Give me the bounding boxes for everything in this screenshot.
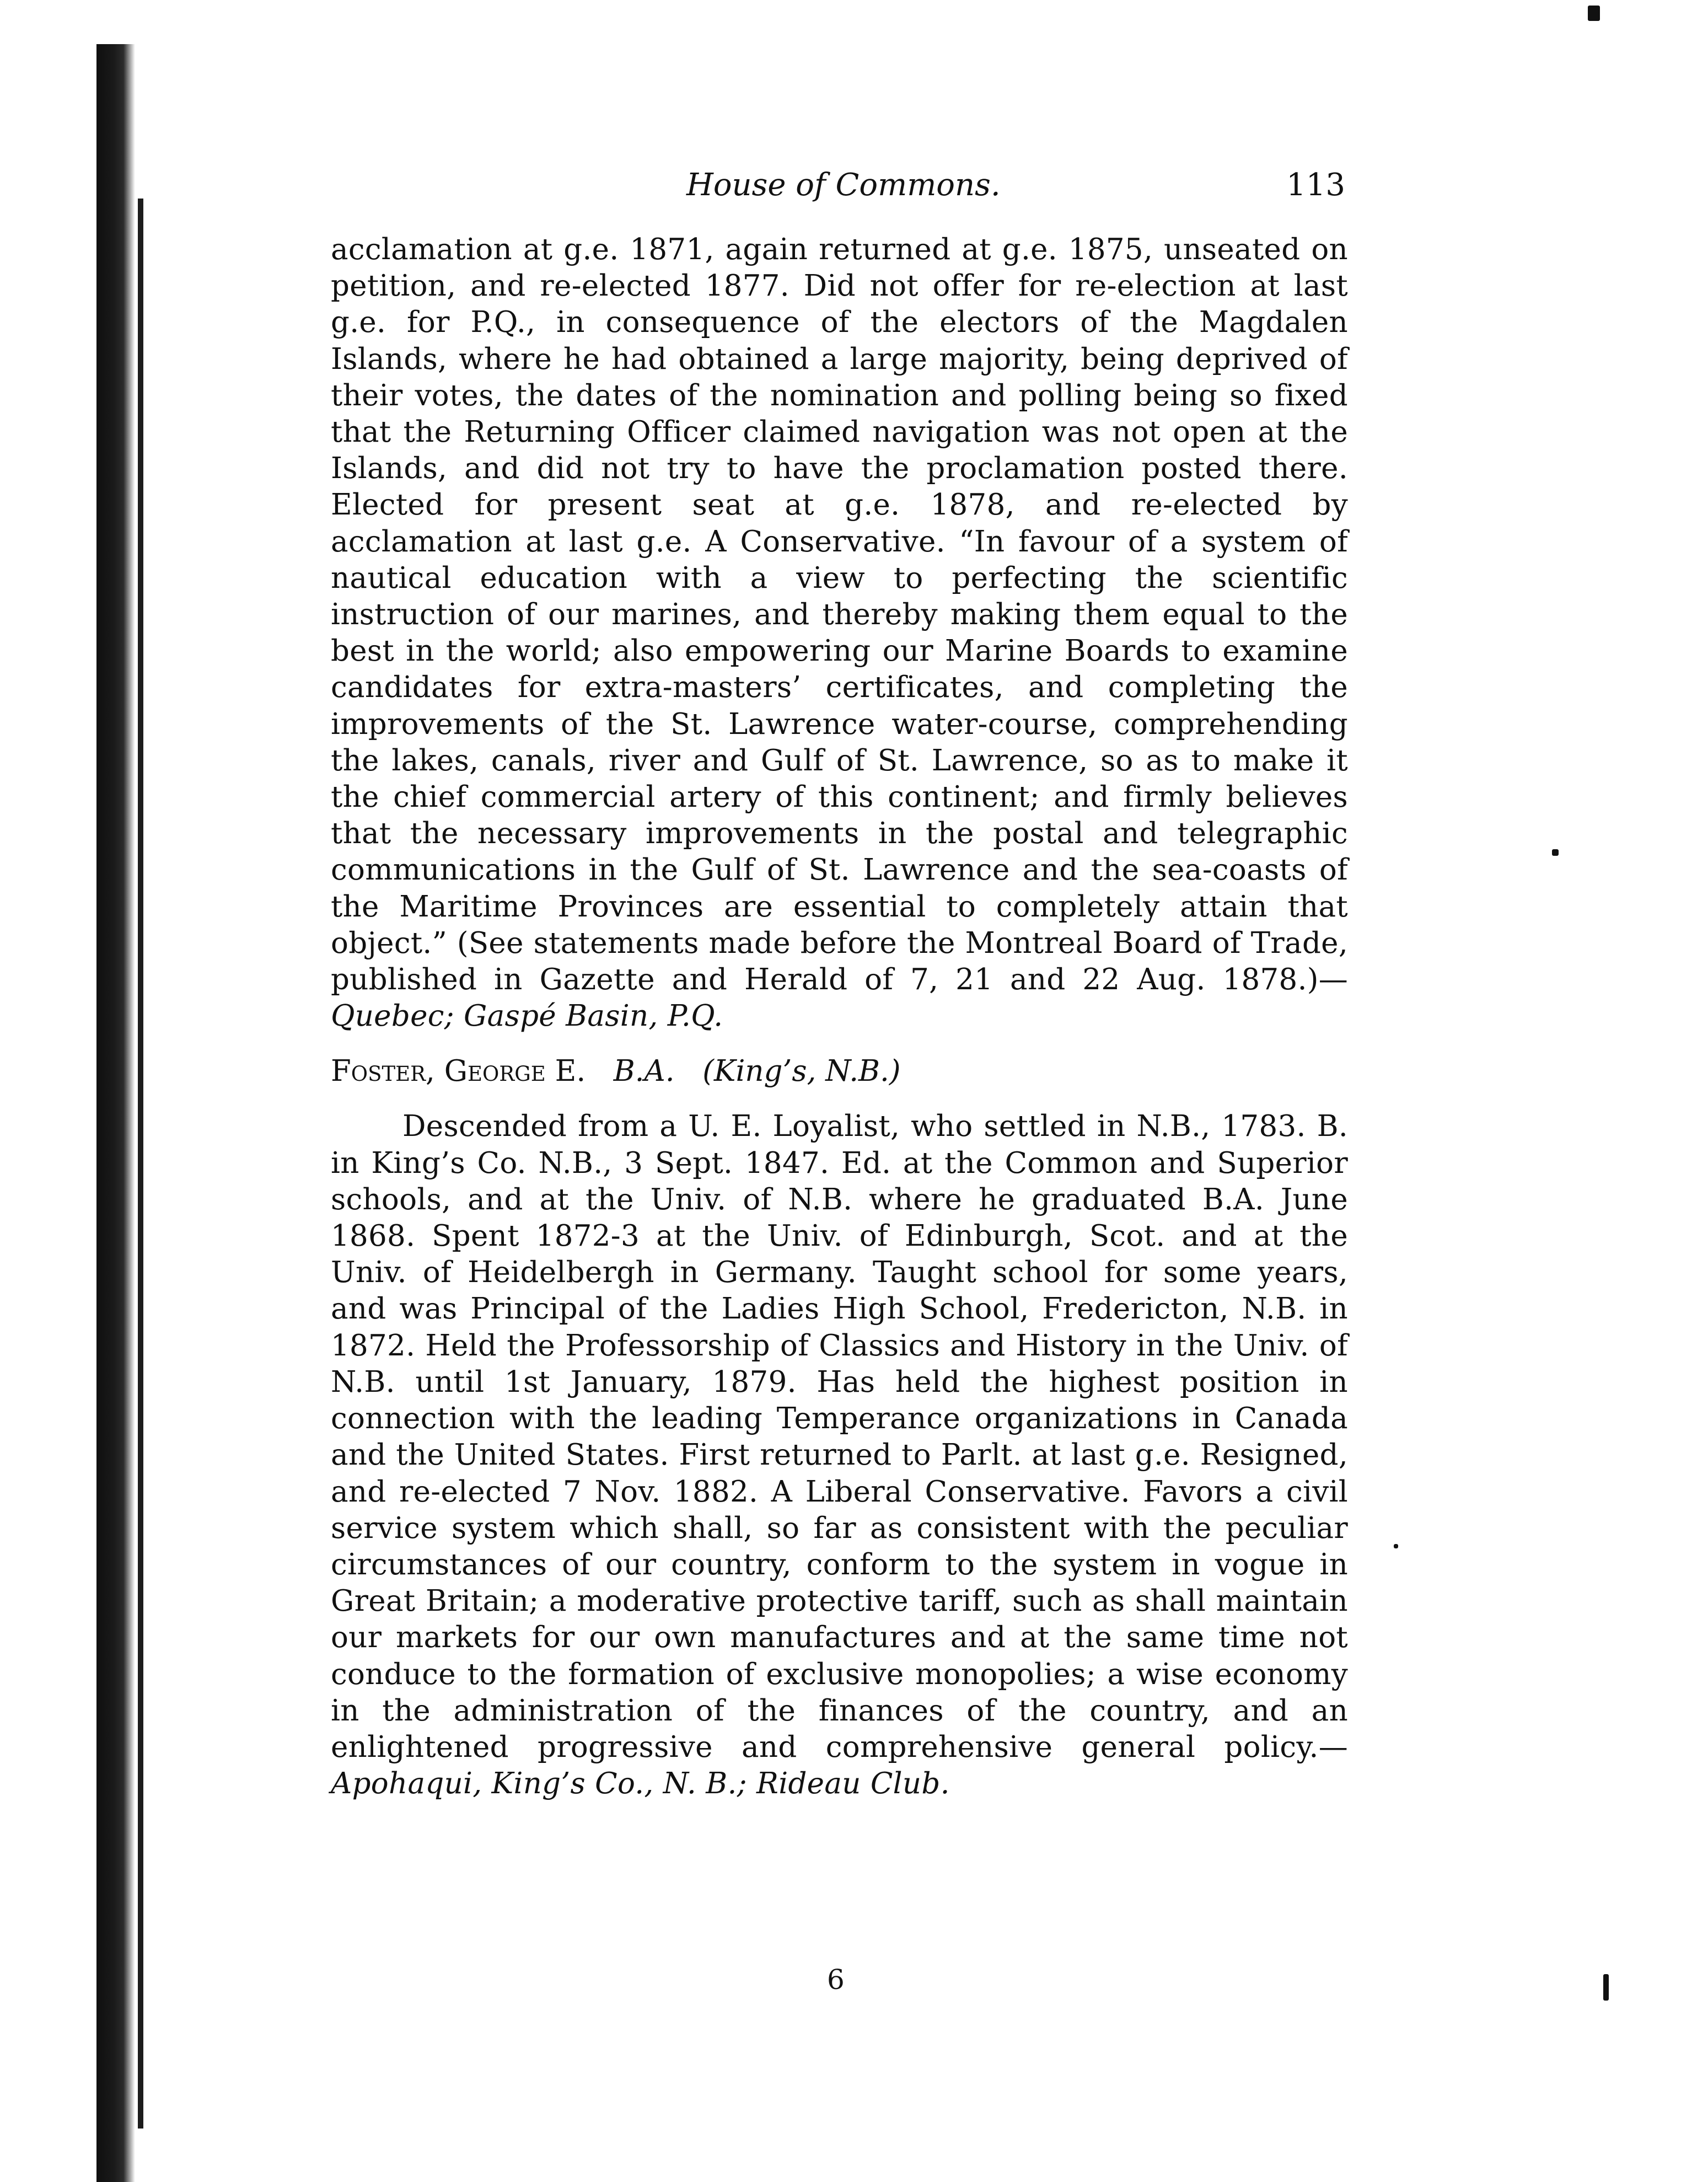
member-riding: (King’s, N.B.) (702, 1054, 901, 1089)
scan-speck (1394, 1544, 1398, 1548)
scan-speck (1588, 6, 1600, 21)
page-body (331, 232, 1348, 1802)
scan-speck (1603, 1974, 1609, 2001)
binding-shadow-edge (138, 199, 143, 2129)
entry-foster-location: Apohaqui, King’s Co., N. B.; Rideau Club. (331, 1767, 950, 1801)
entry-continued-paragraph (331, 232, 1348, 1034)
member-degree: B.A. (613, 1054, 675, 1089)
entry-foster-paragraph (331, 1108, 1348, 1802)
signature-mark: 6 (827, 1964, 845, 1996)
entry-foster-text: Descended from a U. E. Loyalist, who settled in N.B., 1783. B. in King’s Co. N.B., 3 Sept. 1847. Ed. at the Common and Superior schools, and at the Univ. of N.B. where he graduated B.A. June 1868. Spent 1872-3 at the Univ. of Edinburgh, Scot. and at the Univ. of Heidelbergh in Germany. Taught school for some years, and was Principal of the Ladies High School, Fredericton, N.B. in 1872. Held the Professorship of Classics and History in the Univ. of N.B. until 1st January, 1879. Has held the highest position in connection with the leading Temperance organizations in Canada and the United States. First returned to Parlt. at last g.e. Resigned, and re-elected 7 Nov. 1882. A Liberal Conservative. Favors a civil service system which shall, so far as consistent with the peculiar circumstances of our country, conform to the system in vogue in Great Britain; a moderative protective tariff, such as shall maintain our markets for our own manufactures and at the same time not conduce to the formation of exclusive monopolies; a wise economy in the administration of the finances of the country, and an enlightened progressive and comprehensive general policy.— (331, 1109, 1348, 1764)
entry-heading-foster (331, 1053, 1348, 1090)
entry-continued-text: acclamation at g.e. 1871, again returned at g.e. 1875, unseated on petition, and re-elected 1877. Did not offer for re-election at last g.e. for P.Q., in consequence of the electors of the Magdalen Islands, where he had obtained a large majority, being deprived of their votes, the dates of the nomination and polling being so fixed that the Returning Officer claimed navigation was not open at the Islands, and did not try to have the proclamation posted there. Elected for present seat at g.e. 1878, and re-elected by acclamation at last g.e. A Conservative. “In favour of a system of nautical education with a view to perfecting the scientific instruction of our marines, and thereby making them equal to the best in the world; also empowering our Marine Boards to examine candidates for extra-masters’ certificates, and completing the improvements of the St. Lawrence water-course, comprehending the lakes, canals, river and Gulf of St. Lawrence, so as to make it the chief commercial artery of this continent; and firmly believes that the necessary improvements in the postal and telegraphic communications in the Gulf of St. Lawrence and the sea-coasts of the Maritime Provinces are essential to completely attain that object.” (See statements made before the Montreal Board of Trade, published in Gazette and Herald of 7, 21 and 22 Aug. 1878.)— (331, 233, 1348, 997)
page-header (331, 163, 1345, 218)
running-head: House of Commons. (686, 167, 1001, 203)
scan-speck (1552, 849, 1559, 856)
entry-continued-location: Quebec; Gaspé Basin, P.Q. (331, 999, 723, 1033)
binding-shadow (96, 44, 135, 2182)
page-number: 113 (1286, 167, 1345, 203)
member-name: Foster, George E. (331, 1054, 586, 1089)
